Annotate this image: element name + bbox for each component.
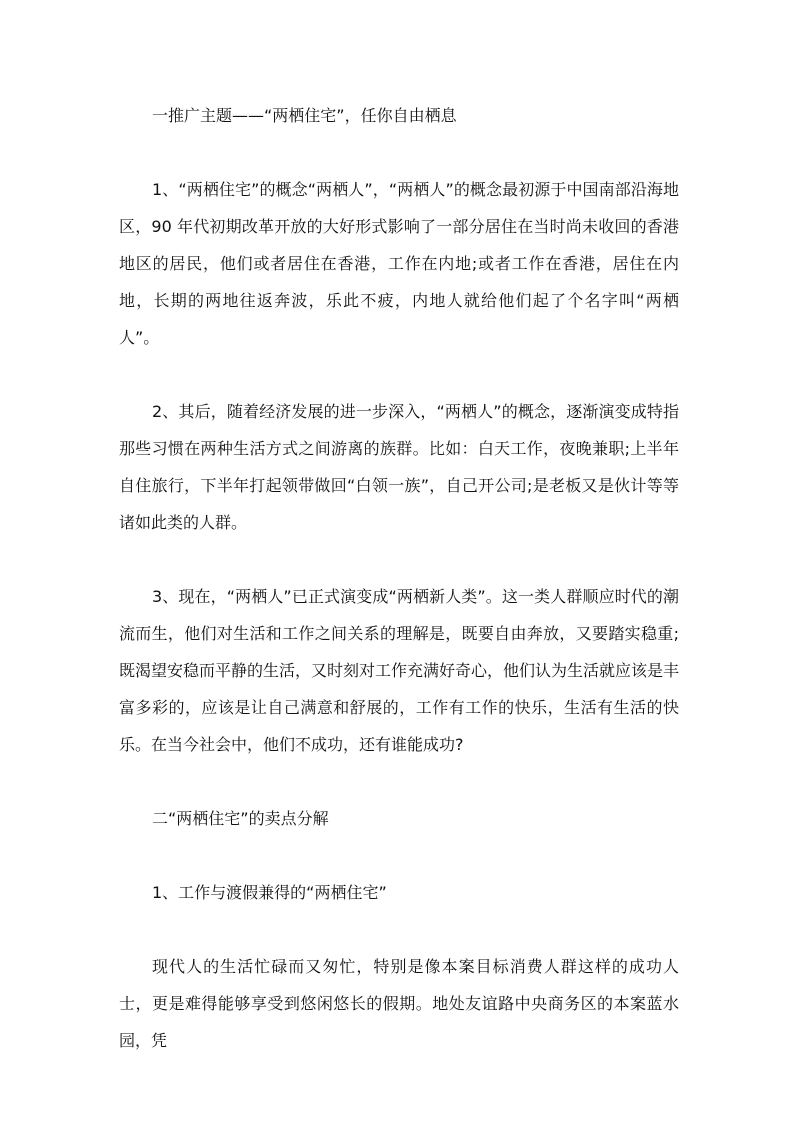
paragraph-spacer <box>119 356 679 393</box>
section-heading-selling-points: 二“两栖住宅”的卖点分解 <box>152 809 329 828</box>
paragraph-concept-origin: 1、“两栖住宅”的概念“两栖人”，“两栖人”的概念最初源于中国南部沿海地区，90 年代初期改革开放的大好形式影响了一部分居住在当时尚未收回的香港地区的居民，他们或者居住在香港，工作在内地;或者工作在香港，居住在内地，长期的两地往返奔波，乐此不疲，内地人就给他们起了个名字叫“两栖人”。 <box>119 180 679 347</box>
section-heading-promotion-theme: 一推广主题——“两栖住宅”，任你自由栖息 <box>152 106 457 125</box>
paragraph-spacer <box>119 837 679 874</box>
paragraph-spacer <box>119 541 679 578</box>
paragraph-concept-evolution: 2、其后，随着经济发展的进一步深入，“两栖人”的概念，逐渐演变成特指那些习惯在两种生活方式之间游离的族群。比如：白天工作，夜晚兼职;上半年自住旅行，下半年打起领带做回“白领一族”，自己开公司;是老板又是伙计等等诸如此类的人群。 <box>119 402 679 532</box>
document-body <box>119 97 679 1059</box>
paragraph-new-generation: 3、现在，“两栖人”已正式演变成“两栖新人类”。这一类人群顺应时代的潮流而生，他们对生活和工作之间关系的理解是，既要自由奔放，又要踏实稳重;既渴望安稳而平静的生活，又时刻对工作充满好奇心，他们认为生活就应该是丰富多彩的，应该是让自己满意和舒展的，工作有工作的快乐，生活有生活的快乐。在当今社会中，他们不成功，还有谁能成功? <box>119 587 680 754</box>
paragraph-spacer <box>119 911 679 948</box>
paragraph-spacer <box>119 763 679 800</box>
subsection-heading-work-vacation: 1、工作与渡假兼得的“两栖住宅” <box>152 883 387 902</box>
paragraph-modern-life: 现代人的生活忙碌而又匆忙，特别是像本案目标消费人群这样的成功人士，更是难得能够享受到悠闲悠长的假期。地处友谊路中央商务区的本案蓝水园，凭 <box>119 957 679 1050</box>
paragraph-spacer <box>119 134 679 171</box>
